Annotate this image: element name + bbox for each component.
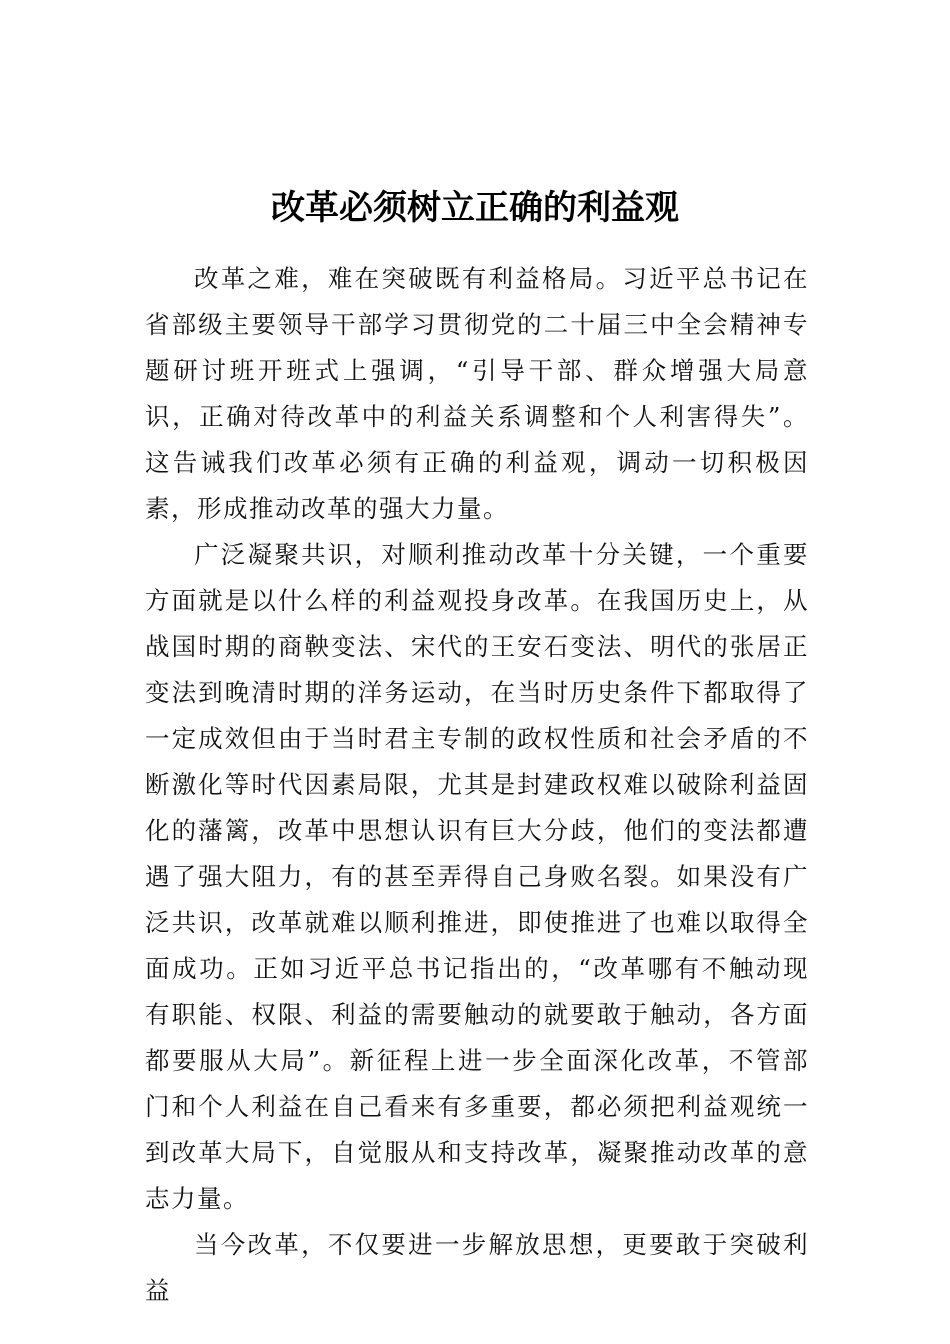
document-title: 改革必须树立正确的利益观 bbox=[271, 187, 679, 228]
paragraph-3: 当今改革，不仅要进一步解放思想，更要敢于突破利益 bbox=[145, 1230, 809, 1305]
paragraph-2: 广泛凝聚共识，对顺利推动改革十分关键，一个重要方面就是以什么样的利益观投身改革。在我国历史上，从战国时期的商鞅变法、宋代的王安石变法、明代的张居正变法到晚清时期的洋务运动，在当时历史条件下都取得了一定成效但由于当时君主专制的政权性质和社会矛盾的不断激化等时代因素局限，尤其是封建政权难以破除利益固化的藩篱，改革中思想认识有巨大分歧，他们的变法都遭遇了强大阻力，有的甚至弄得自己身败名裂。如果没有广泛共识，改革就难以顺利推进，即使推进了也难以取得全面成功。正如习近平总书记指出的，“改革哪有不触动现有职能、权限、利益的需要触动的就要敢于触动，各方面都要服从大局”。新征程上进一步全面深化改革，不管部门和个人利益在自己看来有多重要，都必须把利益观统一到改革大局下，自觉服从和支持改革，凝聚推动改革的意志力量。 bbox=[145, 540, 809, 1213]
paragraph-1: 改革之难，难在突破既有利益格局。习近平总书记在省部级主要领导干部学习贯彻党的二十届三中全会精神专题研讨班开班式上强调，“引导干部、群众增强大局意识，正确对待改革中的利益关系调整和个人利害得失”。这告诫我们改革必须有正确的利益观，调动一切积极因素，形成推动改革的强大力量。 bbox=[145, 264, 809, 523]
document-body bbox=[145, 256, 809, 1314]
